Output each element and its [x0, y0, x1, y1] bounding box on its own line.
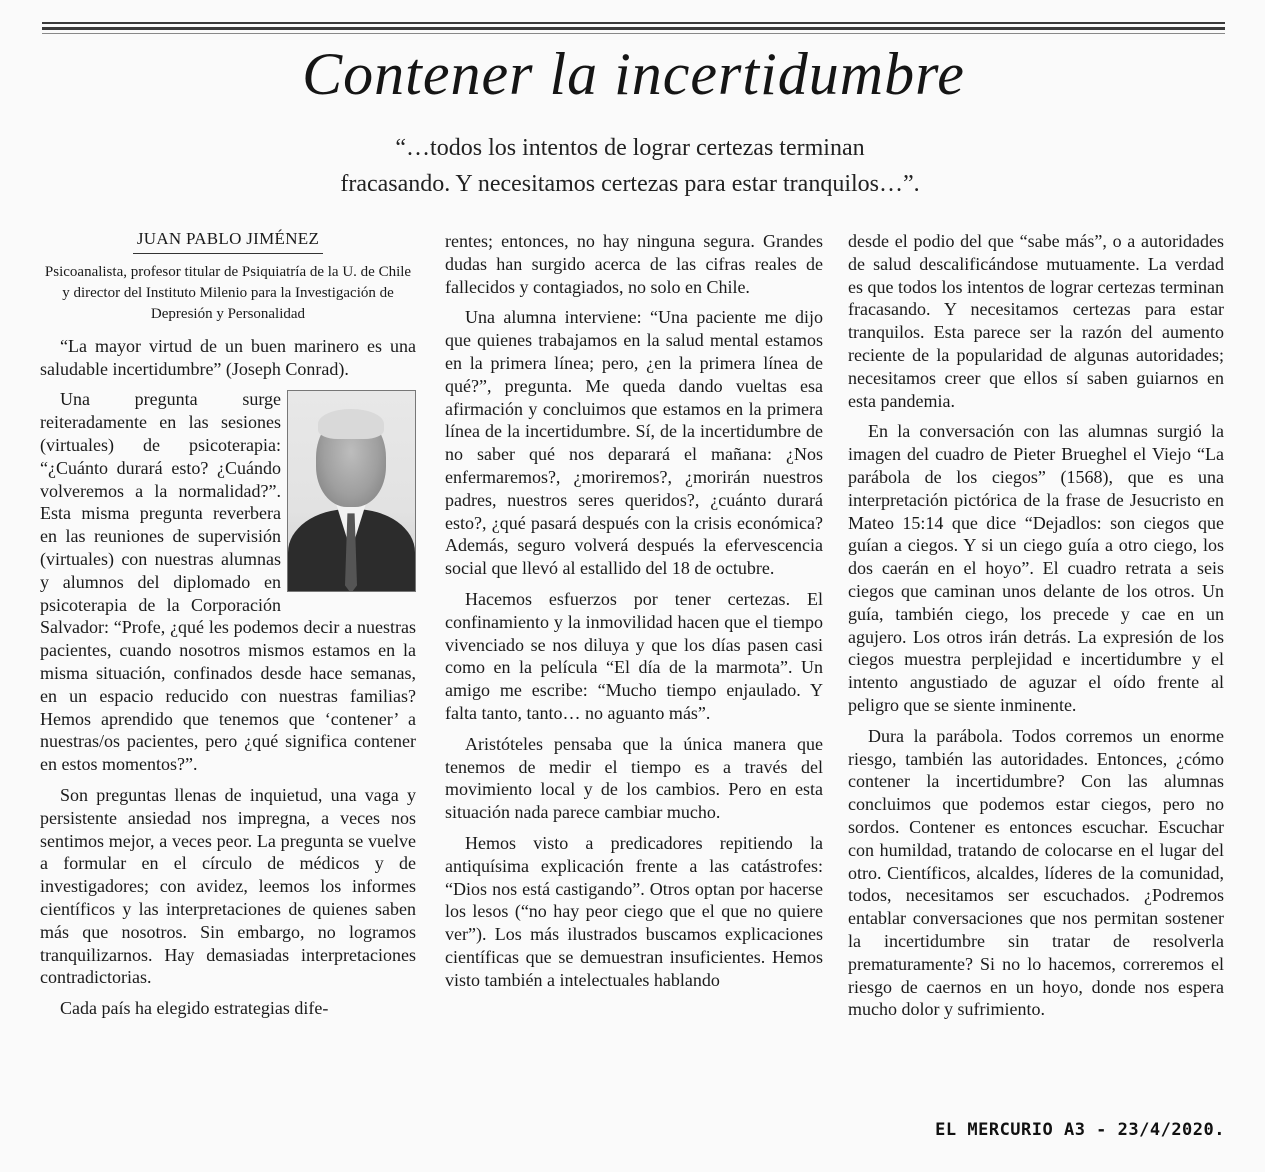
author-portrait-icon	[287, 390, 416, 592]
author-bio: Psicoanalista, profesor titular de Psiquiatría de la U. de Chile y director del Instituto Milenio para la Investigación de Depresión y Personalidad	[44, 263, 412, 322]
author-name: JUAN PABLO JIMÉNEZ	[133, 228, 323, 254]
article-title: Contener la incertidumbre	[302, 41, 965, 107]
paragraph: Dura la parábola. Todos corremos un enorme riesgo, también las autoridades. Entonces, ¿cómo contener la incertidumbre? Con las alumnas concluimos que podemos estar ciegos, pero no sordos. Contener es entonces escuchar. Escuchar con humildad, tratando de colocarse en el lugar del otro. Científicos, alcaldes, líderes de la comunidad, todos, necesitamos ser escuchados. ¿Podremos entablar conversaciones que nos permitan sostener la incertidumbre sin tratar de resolverla prematuramente? Si no lo hacemos, correremos el riesgo de caernos en un hoyo, donde nos espera mucho dolor y sufrimiento.	[848, 725, 1224, 1020]
pull-quote-line-1: “…todos los intentos de lograr certezas terminan	[395, 135, 865, 161]
paragraph: Una alumna interviene: “Una paciente me dijo que quienes trabajamos en la salud mental estamos en la primera línea; pero, ¿en la primera línea de qué?”, pregunta. Me queda dando vueltas esa afirmación y concluimos que estamos en la primera línea de la incertidumbre. Sí, de la incertidumbre de no saber qué nos deparará el mañana: ¿Nos enfermaremos?, ¿moriremos?, ¿morirán nuestros padres, nuestros seres queridos?, ¿cuánto durará esto?, ¿qué pasará después con la crisis económica? Además, seguro volverá después la efervescencia social que llevó al estallido del 18 de octubre.	[445, 307, 823, 579]
paragraph: “La mayor virtud de un buen marinero es una saludable incertidumbre” (Joseph Conrad).	[40, 335, 416, 379]
paragraph-continued: rentes; entonces, no hay ninguna segura. Grandes dudas han surgido acerca de las cifras reales de fallecidos y contagiados, no solo en Chile.	[445, 231, 823, 297]
article-column-2	[445, 230, 823, 992]
top-rule-thin	[42, 33, 1225, 34]
article-column-3	[848, 230, 1224, 1021]
paragraph: Aristóteles pensaba que la única manera que tenemos de medir el tiempo es a través del movimiento local y de los cambios. Pero en esta situación nada parece cambiar mucho.	[445, 733, 823, 823]
paragraph: Son preguntas llenas de inquietud, una vaga y persistente ansiedad nos impregna, a veces nos sentimos mejor, a veces peor. La pregunta se vuelve a formular en el círculo de médicos y de investigadores; con avidez, leemos los informes científicos y las interpretaciones de quienes saben más que nosotros. Sin embargo, no logramos tranquilizarnos. Hay demasiadas interpretaciones contradictorias.	[40, 784, 416, 988]
paragraph: Hemos visto a predicadores repitiendo la antiquísima explicación frente a las catástrofes: “Dios nos está castigando”. Otros optan por hacerse los lesos (“no hay peor ciego que el que no quiere ver”). Los más ilustrados buscamos explicaciones científicas que se demuestran insuficientes. Hemos visto también a intelectuales hablando	[445, 832, 823, 990]
article-column-1	[40, 228, 416, 1020]
paragraph-continued: desde el podio del que “sabe más”, o a autoridades de salud descalificándose mutuamente. La verdad es que todos los intentos de lograr certezas terminan fracasando. Y necesitamos certezas para estar tranquilos. Esta parece ser la razón del aumento reciente de la popularidad de algunas autoridades; necesitamos creer que ellos sí saben guiarnos en esta pandemia.	[848, 231, 1224, 411]
paragraph: Cada país ha elegido estrategias dife-	[60, 998, 329, 1019]
top-rule	[42, 22, 1225, 24]
pull-quote-line-2: fracasando. Y necesitamos certezas para estar tranquilos…”.	[340, 171, 920, 197]
top-rule-thick	[42, 27, 1225, 30]
paragraph: Una pregunta surge reiteradamente en las sesiones (virtuales) de psicoterapia: “¿Cuánto durará esto? ¿Cuándo volveremos a la normalidad?”. Esta misma pregunta reverbera en las reuniones de supervisión (virtuales) con nuestras alumnas y alumnos del diplomado en psicoterapia de la Corporación Salvador: “Profe, ¿qué les podemos decir a nuestras pacientes, cuando nosotros mismos estamos en la misma situación, confinados desde hace semanas, en un espacio reducido con nuestras familias? Hemos aprendido que tenemos que ‘contener’ a nuestras/os pacientes, pero ¿qué significa contener en estos momentos?”.	[40, 389, 416, 775]
paragraph: Hacemos esfuerzos por tener certezas. El confinamiento y la inmovilidad hacen que el tiempo vivenciado se nos diluya y que los días pasen casi como en la película “El día de la marmota”. Un amigo me escribe: “Mucho tiempo enjaulado. Y falta tanto, tanto… no aguanto más”.	[445, 588, 823, 723]
paragraph: En la conversación con las alumnas surgió la imagen del cuadro de Pieter Brueghel el Viejo “La parábola de los ciegos” (1568), que es una interpretación pictórica de la frase de Jesucristo en Mateo 15:14 que dice “Dejadlos: son ciegos que guían a ciegos. Y si un ciego guía a otro ciego, los dos caerán en el hoyo”. El cuadro retrata a seis ciegos que caminan unos delante de los otros. Un guía, también ciego, los precede y cae en un agujero. Los otros irán detrás. La expresión de los ciegos muestra perplejidad e incertidumbre y el intento angustiado de aguzar el oído frente al peligro que se siente inminente.	[848, 421, 1224, 715]
source-credit: EL MERCURIO A3 - 23/4/2020.	[935, 1120, 1225, 1140]
pull-quote	[240, 130, 1020, 202]
